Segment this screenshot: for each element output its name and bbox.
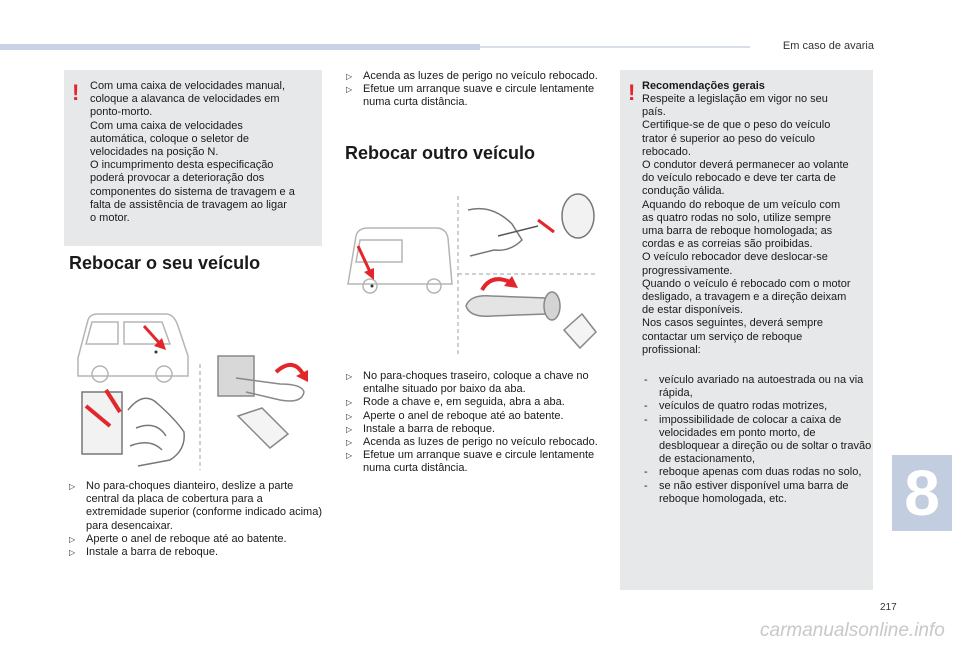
section-header: Em caso de avaria	[782, 40, 874, 52]
top-accent-line	[480, 46, 750, 48]
list-item: ▷ Efetue um arranque suave e circule lentamente numa curta distância.	[346, 449, 601, 475]
warning-gearbox-text: Com uma caixa de velocidades manual, coloque a alavanca de velocidades em ponto-morto. Com uma caixa de velocidades automática, coloque o seletor de velocidades na posição N. O incumprimento desta especificação poderá provocar a deterioração dos componentes do sistema de travagem e a falta de assistência de travagem ao ligar o motor.	[90, 80, 295, 225]
list-item: ▷ Rode a chave e, em seguida, abra a aba.	[346, 396, 601, 409]
warning-box-gearbox	[64, 70, 322, 246]
chapter-tab	[892, 455, 952, 531]
list-item: ▷ No para-choques dianteiro, deslize a parte central da placa de cobertura para a extremidade superior (conforme indicado acima) para desencaixar.	[69, 480, 324, 533]
page-number: 217	[880, 602, 897, 613]
chapter-number: 8	[904, 457, 940, 529]
title-tow-own-vehicle: Rebocar o seu veículo	[69, 253, 261, 273]
footer-watermark: carmanualsonline.info	[760, 620, 945, 641]
general-recommendations-text: Respeite a legislação em vigor no seu país. Certifique-se de que o peso do veículo trator é superior ao peso do veículo rebocado. O condutor deverá permanecer ao volante do veículo rebocado e deve ter carta de condução válida. Aquando do reboque de um veículo com as quatro rodas no solo, utilize sempre uma barra de reboque homologada; as cordas e as correias são proibidas. O veículo rebocador deve deslocar-se progressivamente. Quando o veículo é rebocado com o motor desligado, a travagem e a direção deixam de estar disponíveis. Nos casos seguintes, deverá sempre contactar um serviço de reboque profissional:	[642, 93, 851, 356]
list-item: ▷ Instale a barra de reboque.	[69, 546, 324, 559]
warning-exclamation-icon: !	[628, 80, 636, 105]
steps-middle-top	[346, 70, 601, 110]
steps-tow-own	[69, 480, 324, 559]
general-recommendations-title: Recomendações gerais	[642, 80, 765, 92]
steps-tow-other	[346, 370, 601, 476]
list-item: - reboque apenas com duas rodas no solo,	[642, 466, 872, 479]
list-item: ▷ Instale a barra de reboque.	[346, 423, 601, 436]
top-accent-bar	[0, 44, 480, 50]
warning-exclamation-icon: !	[72, 80, 80, 105]
list-item: ▷ No para-choques traseiro, coloque a chave no entalhe situado por baixo da aba.	[346, 370, 601, 396]
warning-box-general	[620, 70, 873, 590]
list-item: - veículos de quatro rodas motrizes,	[642, 400, 872, 413]
list-item: - veículo avariado na autoestrada ou na via rápida,	[642, 374, 872, 400]
front-towing-illustration	[66, 300, 326, 475]
list-item: ▷ Efetue um arranque suave e circule lentamente numa curta distância.	[346, 83, 601, 109]
rear-towing-illustration	[342, 190, 600, 360]
list-item: ▷ Acenda as luzes de perigo no veículo rebocado.	[346, 436, 601, 449]
list-item: ▷ Aperte o anel de reboque até ao batente.	[346, 410, 601, 423]
list-item: ▷ Aperte o anel de reboque até ao batente.	[69, 533, 324, 546]
list-item: ▷ Acenda as luzes de perigo no veículo rebocado.	[346, 70, 601, 83]
list-item: - se não estiver disponível uma barra de reboque homologada, etc.	[642, 480, 872, 506]
list-item: - impossibilidade de colocar a caixa de velocidades em ponto morto, de desbloquear a direção ou de soltar o travão de estacionamento,	[642, 414, 872, 467]
professional-tow-cases	[642, 374, 872, 506]
title-tow-other-vehicle: Rebocar outro veículo	[345, 143, 536, 163]
